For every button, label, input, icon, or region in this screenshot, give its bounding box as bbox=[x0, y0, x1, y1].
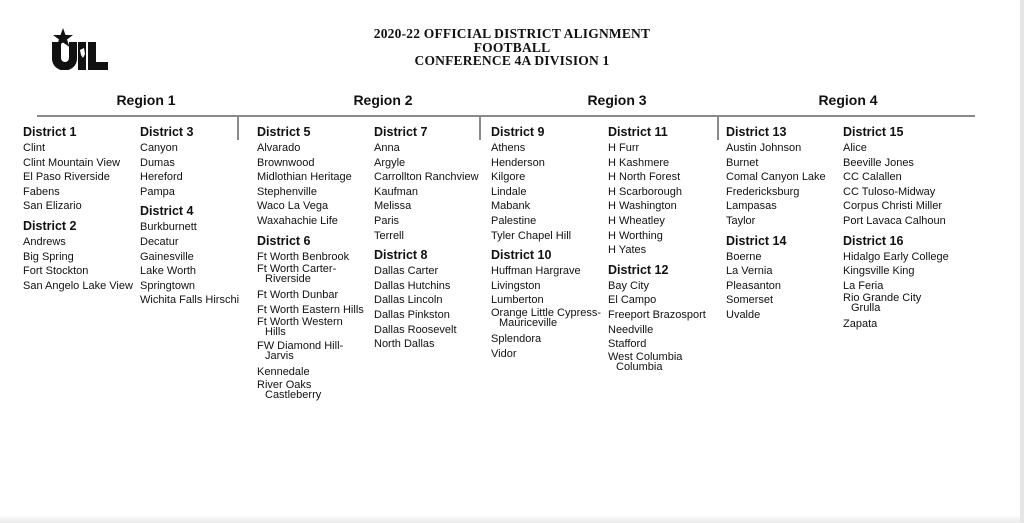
team: Livingston bbox=[491, 279, 541, 292]
team: El Paso Riverside bbox=[23, 171, 110, 184]
team: Midlothian Heritage bbox=[257, 171, 352, 184]
team: Terrell bbox=[374, 229, 404, 242]
team: Carrollton Ranchview bbox=[374, 171, 479, 184]
team-line-continued: Castleberry bbox=[265, 388, 322, 401]
team: Hidalgo Early College bbox=[843, 250, 949, 263]
team: Clint bbox=[23, 142, 46, 154]
team: Argyle bbox=[374, 156, 406, 169]
team: Burnet bbox=[726, 156, 759, 169]
column-region2-a bbox=[257, 125, 364, 404]
team: CC Calallen bbox=[843, 171, 902, 184]
team: Dumas bbox=[140, 156, 175, 169]
team-line: Orange Little Cypress- bbox=[491, 306, 602, 319]
team: Mabank bbox=[491, 200, 531, 213]
team: Brownwood bbox=[257, 156, 315, 169]
title-line-2: FOOTBALL bbox=[473, 39, 551, 55]
region-separator-3 bbox=[717, 115, 719, 140]
team: Hereford bbox=[140, 171, 183, 184]
district-5-heading: District 5 bbox=[257, 125, 311, 139]
team: La Feria bbox=[843, 279, 884, 292]
team bbox=[257, 317, 364, 341]
team bbox=[608, 352, 706, 376]
team: Dallas Lincoln bbox=[374, 294, 443, 307]
team: Anna bbox=[374, 142, 400, 154]
district-15-heading: District 15 bbox=[843, 125, 904, 139]
team: Kaufman bbox=[374, 185, 419, 198]
team: Springtown bbox=[140, 279, 196, 292]
team: Kennedale bbox=[257, 366, 310, 379]
district-1-heading: District 1 bbox=[23, 125, 77, 139]
team: Ft Worth Benbrook bbox=[257, 250, 350, 263]
district-10-heading: District 10 bbox=[491, 248, 552, 263]
team: Kilgore bbox=[491, 171, 526, 184]
team bbox=[843, 293, 949, 317]
team-line-continued: Mauriceville bbox=[499, 316, 558, 329]
team: Wichita Falls Hirschi bbox=[140, 294, 240, 307]
team: Lumberton bbox=[491, 294, 544, 307]
team: Freeport Brazosport bbox=[608, 308, 706, 321]
team: Kingsville King bbox=[843, 265, 915, 278]
team-line-continued: Jarvis bbox=[265, 350, 294, 363]
team: Pleasanton bbox=[726, 279, 782, 292]
team: El Campo bbox=[608, 294, 657, 307]
team: La Vernia bbox=[726, 265, 773, 278]
district-9-heading: District 9 bbox=[491, 125, 545, 139]
team: Vidor bbox=[491, 347, 517, 360]
column-region3-a bbox=[491, 125, 601, 361]
team: Corpus Christi Miller bbox=[843, 200, 943, 213]
team: Stephenville bbox=[257, 185, 317, 198]
team: Boerne bbox=[726, 250, 762, 263]
district-2-heading: District 2 bbox=[23, 218, 77, 233]
district-3-heading: District 3 bbox=[140, 125, 194, 139]
team: Melissa bbox=[374, 200, 412, 213]
region-1-header: Region 1 bbox=[116, 92, 176, 108]
team: Ft Worth Eastern Hills bbox=[257, 303, 364, 316]
team: Burkburnett bbox=[140, 221, 197, 234]
team: Beeville Jones bbox=[843, 156, 914, 169]
team: CC Tuloso-Midway bbox=[843, 185, 936, 198]
page-right-edge bbox=[1020, 0, 1024, 523]
team: San Angelo Lake View bbox=[23, 279, 133, 292]
region-2-header: Region 2 bbox=[353, 92, 413, 108]
team: San Elizario bbox=[23, 200, 82, 213]
column-region1-a bbox=[23, 125, 133, 293]
team: Comal Canyon Lake bbox=[726, 171, 826, 184]
team: H Kashmere bbox=[608, 156, 670, 169]
team: Needville bbox=[608, 323, 654, 336]
team bbox=[257, 380, 364, 404]
team: H Furr bbox=[608, 142, 640, 154]
district-12-heading: District 12 bbox=[608, 262, 669, 277]
team: Decatur bbox=[140, 235, 179, 248]
team: Andrews bbox=[23, 235, 66, 248]
team-line: FW Diamond Hill- bbox=[257, 340, 344, 353]
team bbox=[257, 264, 364, 288]
team: Palestine bbox=[491, 214, 537, 227]
team: Dallas Carter bbox=[374, 265, 439, 278]
team bbox=[257, 341, 364, 365]
team: Athens bbox=[491, 142, 526, 154]
team-line: River Oaks bbox=[257, 378, 312, 391]
team: Taylor bbox=[726, 214, 756, 227]
column-region1-b bbox=[140, 125, 239, 308]
team: Canyon bbox=[140, 142, 178, 154]
column-region2-b bbox=[374, 125, 479, 352]
team-line-continued: Columbia bbox=[616, 360, 663, 373]
district-7-heading: District 7 bbox=[374, 125, 428, 139]
team: Waco La Vega bbox=[257, 200, 329, 213]
team: H Scarborough bbox=[608, 185, 682, 198]
team: Lake Worth bbox=[140, 265, 197, 278]
team: Stafford bbox=[608, 338, 647, 351]
team-line-continued: Hills bbox=[265, 326, 286, 339]
team-line: Ft Worth Carter- bbox=[257, 263, 337, 276]
column-region3-b bbox=[608, 125, 706, 376]
team: H Worthing bbox=[608, 229, 663, 242]
team: Dallas Pinkston bbox=[374, 308, 450, 321]
district-16-heading: District 16 bbox=[843, 233, 904, 248]
team: H North Forest bbox=[608, 171, 681, 184]
team: Waxahachie Life bbox=[257, 214, 338, 227]
team bbox=[491, 308, 601, 332]
district-4-heading: District 4 bbox=[140, 204, 194, 219]
team-line-continued: Riverside bbox=[265, 273, 311, 286]
team: Fort Stockton bbox=[23, 265, 89, 278]
team: Fabens bbox=[23, 185, 60, 198]
district-13-heading: District 13 bbox=[726, 125, 787, 139]
team: Uvalde bbox=[726, 308, 761, 321]
column-region4-b bbox=[843, 125, 949, 332]
team: Austin Johnson bbox=[726, 142, 802, 154]
district-6-heading: District 6 bbox=[257, 233, 311, 248]
team: Clint Mountain View bbox=[23, 156, 121, 169]
region-4-header: Region 4 bbox=[818, 92, 878, 108]
team: Tyler Chapel Hill bbox=[491, 229, 572, 242]
column-region4-a bbox=[726, 125, 826, 323]
document-title bbox=[0, 27, 1024, 68]
team: H Washington bbox=[608, 200, 677, 213]
title-line-3: CONFERENCE 4A DIVISION 1 bbox=[414, 53, 610, 68]
region-separator-2 bbox=[479, 115, 481, 140]
team: Dallas Roosevelt bbox=[374, 323, 457, 336]
team: Splendora bbox=[491, 332, 542, 345]
team: Paris bbox=[374, 214, 400, 227]
team: Lampasas bbox=[726, 200, 777, 213]
team: Zapata bbox=[843, 318, 878, 331]
team-line: Ft Worth Western bbox=[257, 316, 343, 329]
team: Somerset bbox=[726, 294, 774, 307]
team: Alvarado bbox=[257, 142, 301, 154]
team: H Wheatley bbox=[608, 214, 665, 227]
team-line: Rio Grande City bbox=[843, 292, 922, 305]
team: Dallas Hutchins bbox=[374, 279, 451, 292]
district-8-heading: District 8 bbox=[374, 248, 428, 263]
team: Henderson bbox=[491, 156, 545, 169]
team: Pampa bbox=[140, 185, 175, 198]
team: Fredericksburg bbox=[726, 185, 800, 198]
team: North Dallas bbox=[374, 338, 435, 351]
team: Bay City bbox=[608, 279, 649, 292]
team: Lindale bbox=[491, 185, 527, 198]
district-14-heading: District 14 bbox=[726, 233, 787, 248]
team: Ft Worth Dunbar bbox=[257, 289, 339, 302]
team-line-continued: Grulla bbox=[851, 302, 881, 315]
team-line: West Columbia bbox=[608, 350, 683, 363]
title-line-1: 2020-22 OFFICIAL DISTRICT ALIGNMENT bbox=[373, 26, 651, 41]
team: Alice bbox=[843, 142, 867, 154]
region-3-header: Region 3 bbox=[587, 92, 647, 108]
page-bottom-shadow bbox=[0, 515, 1024, 523]
team: Huffman Hargrave bbox=[491, 265, 581, 278]
district-11-heading: District 11 bbox=[608, 125, 668, 139]
region-divider-line bbox=[37, 115, 975, 117]
team: H Yates bbox=[608, 244, 647, 257]
team: Gainesville bbox=[140, 250, 194, 263]
team: Big Spring bbox=[23, 250, 74, 263]
team: Port Lavaca Calhoun bbox=[843, 214, 946, 227]
